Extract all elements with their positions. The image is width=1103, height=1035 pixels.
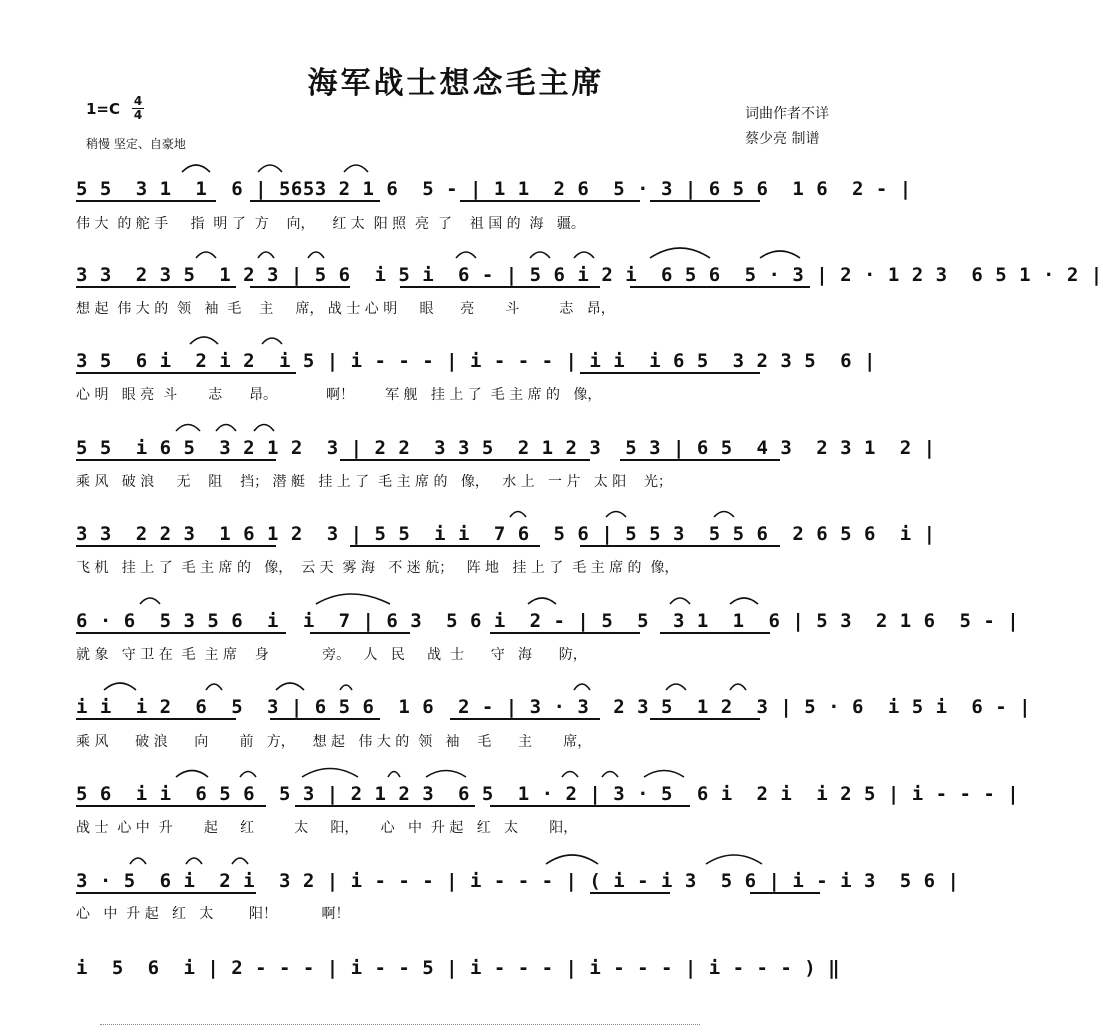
tie-arc	[714, 512, 734, 518]
tie-arc	[650, 248, 710, 258]
beam-line	[620, 459, 780, 461]
tie-arc	[206, 684, 222, 690]
tie-arc	[258, 165, 282, 172]
tie-arc	[426, 771, 466, 778]
tie-arc	[140, 598, 160, 604]
notation-row-10: i 5 6 i | 2 - - - | i - - 5 | i - - - | i - - - | i - - - ) ‖	[76, 957, 841, 979]
tie-arc	[670, 598, 690, 604]
tie-arc	[176, 771, 208, 778]
tie-arc	[186, 858, 202, 864]
beam-line	[76, 200, 216, 202]
tie-arc	[730, 684, 746, 690]
tie-arc	[190, 337, 218, 344]
lyric-row-3: 心 明 眼 亮 斗 志 昂。 啊！ 军 舰 挂 上 了 毛 主 席 的 像，	[76, 387, 602, 403]
notation-row-6: 6 · 6 5 3 5 6 i i 7 | 6 3 5 6 i 2 - | 5 5 3 1 1 6 | 5 3 2 1 6 5 - |	[76, 610, 1020, 632]
tempo-marking: 稍慢 坚定、自豪地	[86, 137, 186, 151]
lyric-row-8: 战 士 心 中 升 起 红 太 阳， 心 中 升 起 红 太 阳，	[76, 820, 578, 836]
beam-line	[76, 632, 286, 634]
beam-line	[76, 545, 276, 547]
beam-line	[76, 286, 236, 288]
tie-arc	[340, 685, 352, 690]
tie-arc	[530, 252, 550, 258]
meter-top: 4	[133, 94, 143, 108]
tie-arc	[344, 165, 368, 172]
tie-arc	[730, 598, 758, 604]
tie-arc	[760, 251, 800, 258]
beam-line	[340, 459, 590, 461]
beam-line	[630, 286, 810, 288]
notation-row-7: i i i 2 6 5 3 | 6 5 6 1 6 2 - | 3 · 3 2 3 5 1 2 3 | 5 · 6 i 5 i 6 - |	[76, 696, 1032, 718]
meter-bottom: 4	[133, 108, 143, 122]
beam-line	[490, 805, 690, 807]
notation-row-2: 3 3 2 3 5 1 2 3 | 5 6 i 5 i 6 - | 5 6 i 2 i 6 5 6 5 · 3 | 2 · 1 2 3 6 5 1 · 2 |	[76, 264, 1103, 286]
lyric-row-2: 想 起 伟 大 的 领 袖 毛 主 席， 战 士 心 明 眼 亮 斗 志 昂，	[76, 301, 615, 317]
tie-arc	[302, 769, 358, 778]
beam-line	[76, 892, 256, 894]
tie-arc	[176, 425, 200, 432]
credit-arranger: 蔡少亮 制谱	[745, 131, 820, 147]
beam-line	[250, 286, 350, 288]
beam-line	[350, 545, 540, 547]
tie-arc	[104, 683, 136, 690]
beam-line	[310, 632, 410, 634]
notation-row-5: 3 3 2 2 3 1 6 1 2 3 | 5 5 i i 7 6 5 6 | 5 5 3 5 5 6 2 6 5 6 i |	[76, 523, 936, 545]
tie-arc	[182, 165, 210, 172]
time-signature	[132, 95, 144, 122]
beam-line	[76, 372, 296, 374]
beam-line	[250, 200, 380, 202]
tie-arc	[254, 425, 274, 432]
beam-line	[490, 632, 640, 634]
credit-author: 词曲作者不详	[745, 106, 829, 122]
lyric-row-7: 乘 风 破 浪 向 前 方， 想 起 伟 大 的 领 袖 毛 主 席，	[76, 734, 592, 750]
notation-row-4: 5 5 i 6 5 3 2 1 2 3 | 2 2 3 3 5 2 1 2 3 5 3 | 6 5 4 3 2 3 1 2 |	[76, 437, 936, 459]
tie-arc	[456, 252, 476, 258]
beam-line	[76, 459, 276, 461]
tie-arc	[240, 772, 256, 778]
tie-arc	[562, 772, 578, 778]
lyric-row-9: 心 中 升 起 红 太 阳！ 啊！	[76, 906, 350, 922]
lyric-row-6: 就 象 守 卫 在 毛 主 席 身 旁。 人 民 战 士 守 海 防，	[76, 647, 587, 663]
tie-arc	[644, 771, 684, 778]
tie-arc	[606, 512, 626, 518]
beam-line	[580, 545, 780, 547]
tie-arc	[574, 684, 590, 690]
tie-arc	[216, 425, 236, 432]
tie-arc	[546, 855, 598, 864]
beam-line	[590, 892, 670, 894]
tie-arc	[666, 684, 686, 690]
footer-rule	[100, 1024, 700, 1028]
beam-line	[750, 892, 820, 894]
tie-arc	[262, 338, 282, 344]
beam-line	[650, 200, 760, 202]
tie-arc	[232, 858, 248, 864]
beam-line	[580, 372, 760, 374]
lyric-row-1: 伟 大 的 舵 手 指 明 了 方 向， 红 太 阳 照 亮 了 祖 国 的 海 疆。	[76, 216, 585, 232]
tie-arc	[510, 512, 526, 518]
lyric-row-5: 飞 机 挂 上 了 毛 主 席 的 像， 云 天 雾 海 不 迷 航； 阵 地 挂 上 了 毛 主 席 的 像，	[76, 560, 679, 576]
tie-arc	[706, 855, 762, 864]
tie-arc	[130, 858, 146, 864]
beam-line	[270, 718, 380, 720]
notation-row-8: 5 6 i i 6 5 6 5 3 | 2 1 2 3 6 5 1 · 2 | 3 · 5 6 i 2 i i 2 5 | i - - - |	[76, 783, 1020, 805]
beam-line	[76, 805, 266, 807]
tie-arc	[276, 683, 304, 690]
tie-arc	[196, 252, 216, 258]
beam-line	[450, 718, 600, 720]
tie-arc	[574, 252, 594, 258]
notation-row-9: 3 · 5 6 i 2 i 3 2 | i - - - | i - - - | ( i - i 3 5 6 | i - i 3 5 6 |	[76, 870, 960, 892]
tie-arc	[528, 598, 556, 604]
beam-line	[660, 632, 770, 634]
tie-arc	[316, 594, 390, 604]
tie-arc	[388, 772, 400, 778]
beam-line	[460, 200, 640, 202]
beam-line	[76, 718, 236, 720]
key-signature: 1=C	[86, 100, 121, 118]
tie-arc	[602, 772, 618, 778]
notation-row-1: 5 5 3 1 1 6 | 5653 2 1 6 5 - | 1 1 2 6 5 · 3 | 6 5 6 1 6 2 - |	[76, 178, 912, 200]
tie-arc	[258, 252, 274, 258]
song-title: 海军战士想念毛主席	[307, 66, 605, 101]
tie-arc	[308, 252, 324, 258]
beam-line	[650, 718, 760, 720]
beam-line	[400, 286, 600, 288]
lyric-row-4: 乘 风 破 浪 无 阻 挡； 潜 艇 挂 上 了 毛 主 席 的 像， 水 上 一 片 太 阳 光；	[76, 474, 673, 490]
notation-row-3: 3 5 6 i 2 i 2 i 5 | i - - - | i - - - | i i i 6 5 3 2 3 5 6 |	[76, 350, 876, 372]
beam-line	[295, 805, 475, 807]
